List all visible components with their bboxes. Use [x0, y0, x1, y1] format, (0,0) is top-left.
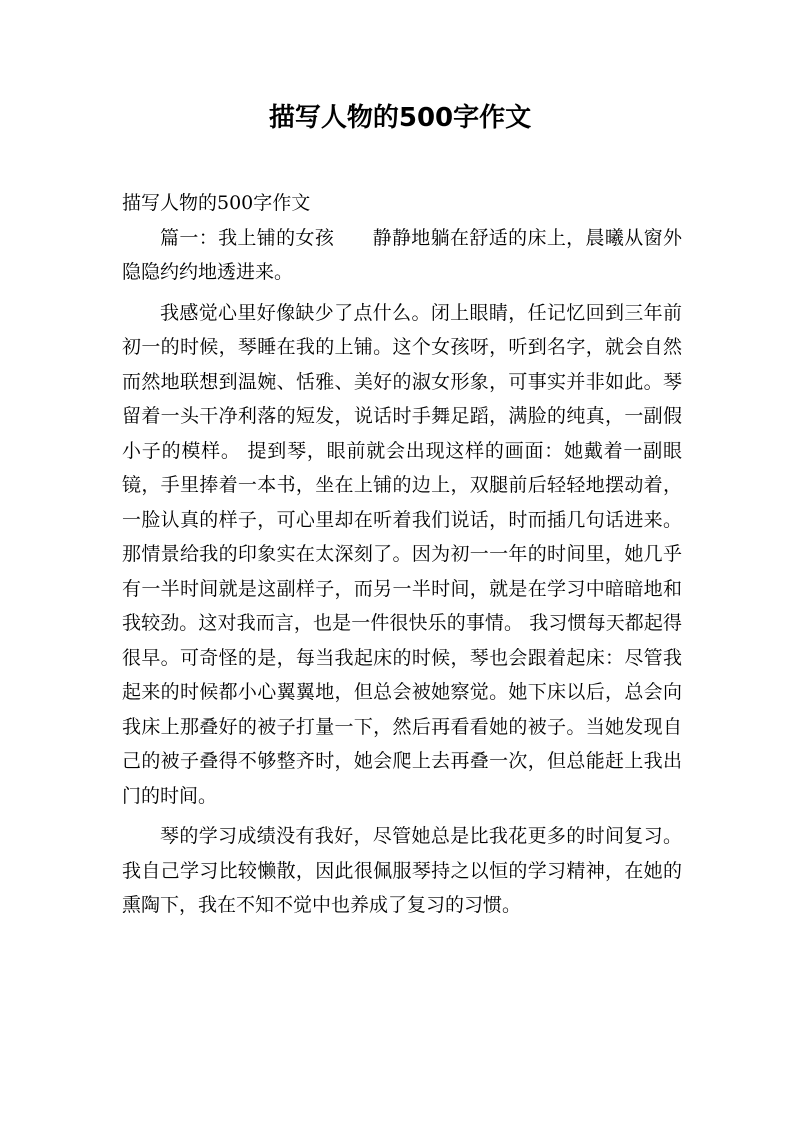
paragraph-3: 琴的学习成绩没有我好，尽管她总是比我花更多的时间复习。我自己学习比较懒散，因此很佩服琴持之以恒的学习精神，在她的熏陶下，我在不知不觉中也养成了复习的习惯。: [122, 825, 682, 916]
document-title: 描写人物的500字作文: [268, 103, 532, 133]
section-heading: 篇一：我上铺的女孩: [160, 226, 335, 249]
document-subtitle: 描写人物的500字作文: [122, 192, 311, 214]
paragraph-1: [122, 221, 682, 290]
paragraph-1-text: 静静地躺在舒适的床上，晨曦从窗外隐隐约约地透进来。: [122, 226, 682, 283]
document-body: [122, 186, 682, 929]
paragraph-2: 我感觉心里好像缺少了点什么。闭上眼睛，任记忆回到三年前初一的时候，琴睡在我的上铺。这个女孩呀，听到名字，就会自然而然地联想到温婉、恬雅、美好的淑女形象，可事实并非如此。琴留着一头干净利落的短发，说话时手舞足蹈，满脸的纯真，一副假小子的模样。 提到琴，眼前就会出现这样的画面：她戴着一副眼镜，手里捧着一本书，坐在上铺的边上，双腿前后轻轻地摆动着，一脸认真的样子，可心里却在听着我们说话，时而插几句话进来。那情景给我的印象实在太深刻了。因为初一一年的时间里，她几乎有一半时间就是这副样子，而另一半时间，就是在学习中暗暗地和我较劲。这对我而言，也是一件很快乐的事情。 我习惯每天都起得很早。可奇怪的是，每当我起床的时候，琴也会跟着起床：尽管我起来的时候都小心翼翼地，但总会被她察觉。她下床以后，总会向我床上那叠好的被子打量一下，然后再看看她的被子。当她发现自己的被子叠得不够整齐时，她会爬上去再叠一次，但总能赶上我出门的时间。: [122, 301, 682, 807]
